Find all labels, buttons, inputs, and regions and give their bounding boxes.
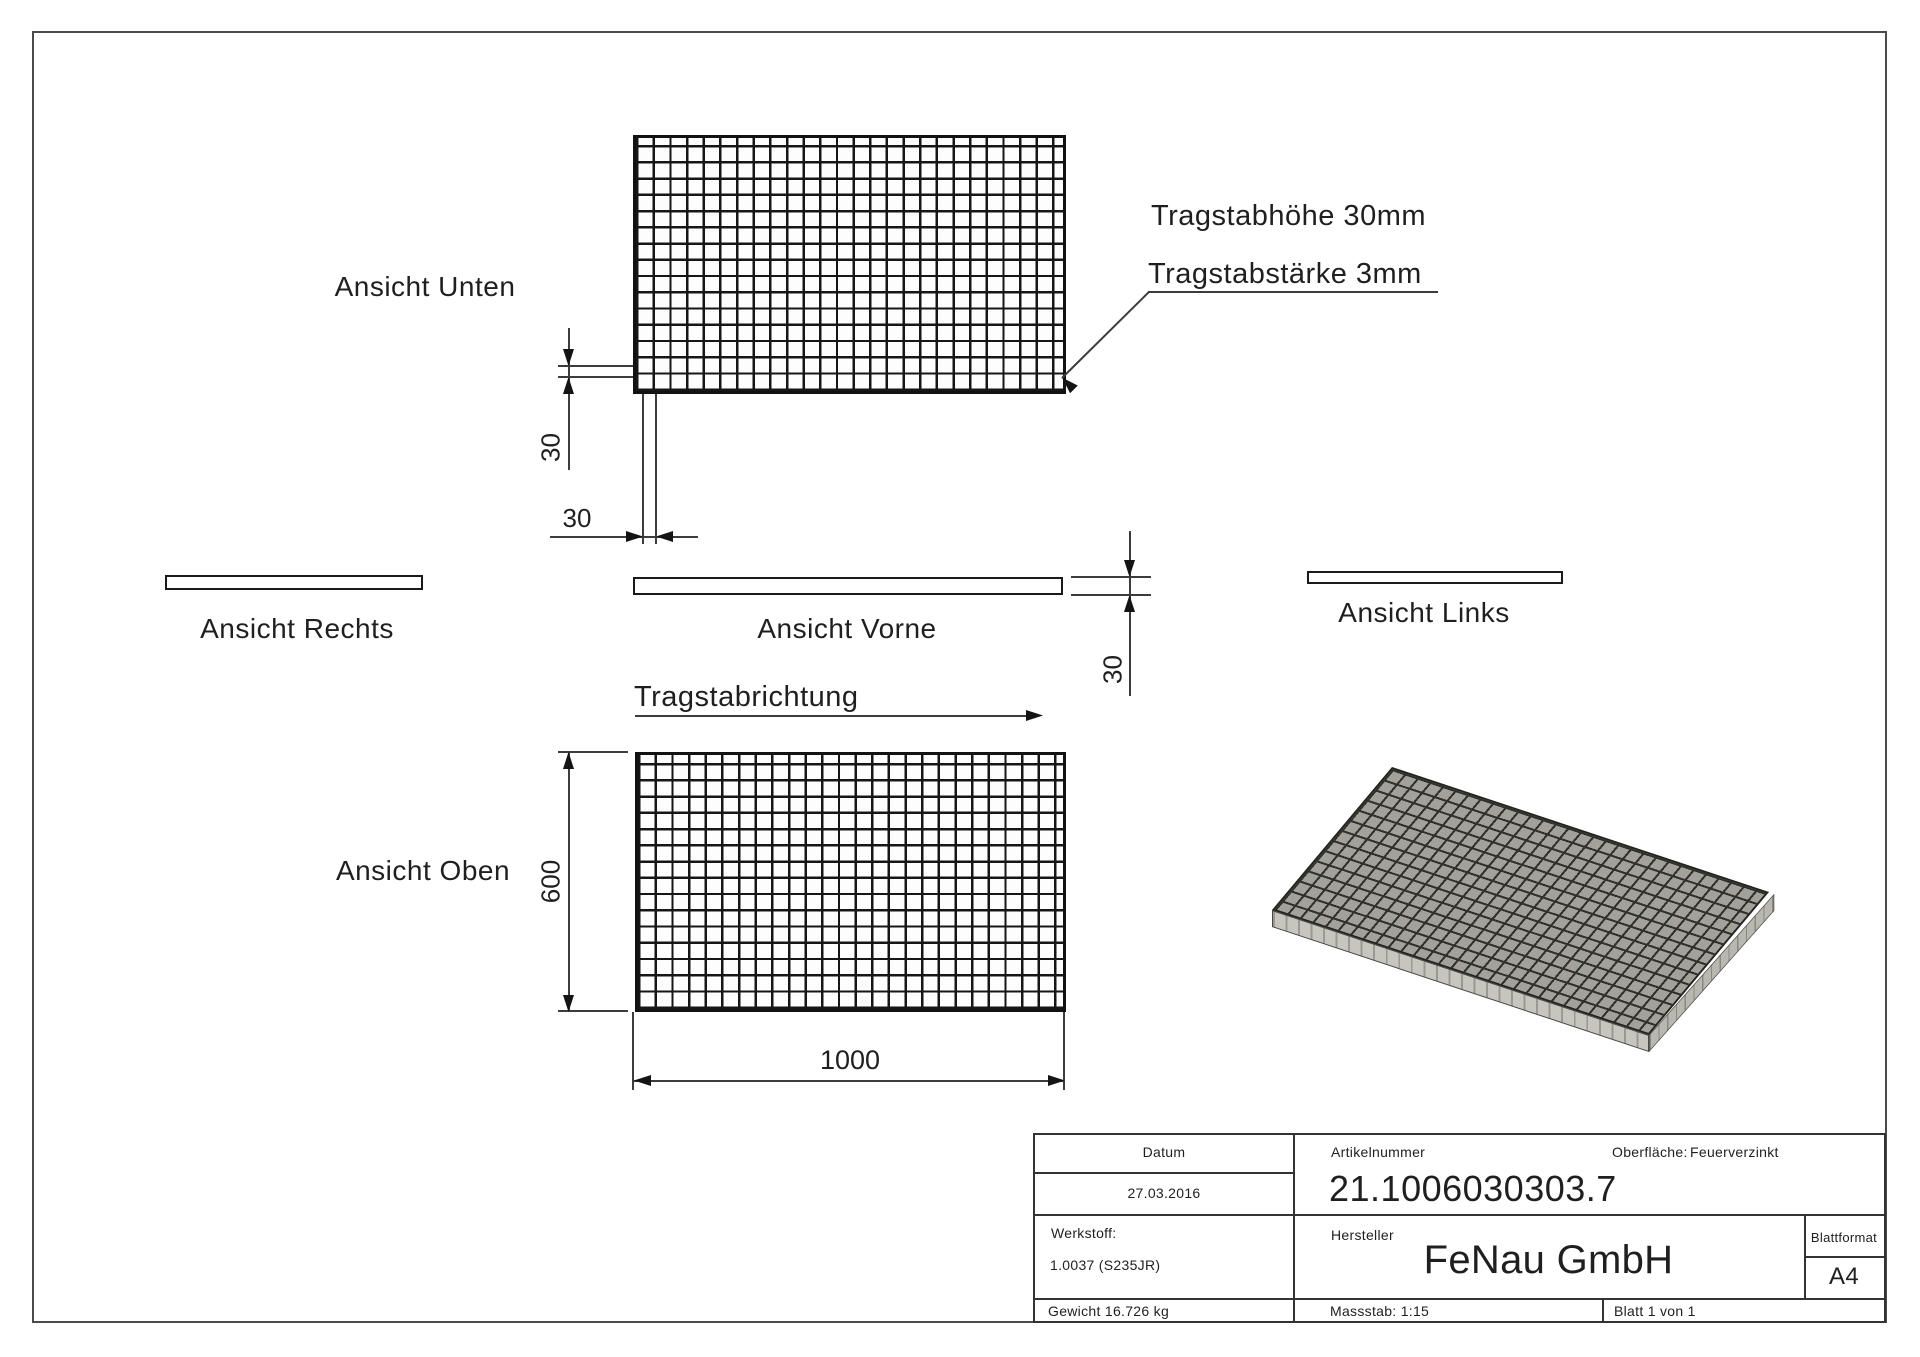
- oberflaeche-value: Feuerverzinkt: [1690, 1144, 1779, 1160]
- blattformat-label: Blattformat: [1810, 1230, 1878, 1245]
- view-label-unten: Ansicht Unten: [334, 271, 516, 302]
- dim-line-width: [568, 752, 570, 1012]
- tblock-divider: [1602, 1298, 1604, 1321]
- dim-bar-height: 30: [1097, 655, 1128, 684]
- hersteller-value: FeNau GmbH: [1423, 1238, 1674, 1282]
- note-tragstabhoehe: Tragstabhöhe 30mm: [1151, 200, 1427, 232]
- ext-line: [1071, 594, 1151, 596]
- ext-line: [655, 394, 657, 544]
- view-label-links: Ansicht Links: [1338, 597, 1510, 628]
- dim-line-length: [633, 1080, 1065, 1082]
- oberflaeche-label: Oberfläche:: [1612, 1144, 1688, 1160]
- ext-line: [642, 394, 644, 544]
- blatt-value: Blatt 1 von 1: [1614, 1303, 1696, 1319]
- side-view-vorne: [633, 577, 1063, 595]
- dim-length-1000: 1000: [819, 1045, 881, 1075]
- datum-value: 27.03.2016: [1127, 1185, 1201, 1201]
- grating-grid-oben: [635, 752, 1066, 1012]
- dim-mesh-pitch-h: 30: [562, 503, 592, 533]
- view-label-oben: Ansicht Oben: [335, 855, 511, 886]
- view-label-vorne: Ansicht Vorne: [757, 613, 937, 644]
- dim-line-mesh-h: [550, 536, 698, 538]
- datum-label: Datum: [1142, 1144, 1186, 1160]
- title-block: [1033, 1133, 1886, 1323]
- leader-underline: [1148, 291, 1438, 293]
- note-tragstabstaerke: Tragstabstärke 3mm: [1148, 258, 1422, 290]
- dim-width-600: 600: [535, 859, 566, 904]
- hersteller-label: Hersteller: [1331, 1227, 1394, 1243]
- dim-line-height: [1129, 531, 1131, 696]
- note-tragstabrichtung: Tragstabrichtung: [634, 681, 859, 713]
- direction-line: [635, 715, 1035, 717]
- tblock-divider: [1035, 1298, 1884, 1300]
- ext-line: [1071, 576, 1151, 578]
- gewicht-value: Gewicht 16.726 kg: [1048, 1303, 1170, 1319]
- tblock-divider: [1293, 1135, 1295, 1321]
- ext-line: [632, 1012, 634, 1090]
- werkstoff-value: 1.0037 (S235JR): [1050, 1257, 1161, 1273]
- tblock-divider: [1804, 1256, 1884, 1258]
- dim-mesh-pitch-v: 30: [535, 433, 566, 462]
- artikelnummer-value: 21.1006030303.7: [1329, 1168, 1617, 1209]
- tblock-divider: [1035, 1214, 1884, 1216]
- grating-grid-unten: [633, 135, 1066, 394]
- side-view-links: [1307, 571, 1563, 584]
- artikelnummer-label: Artikelnummer: [1331, 1144, 1426, 1160]
- side-view-rechts: [165, 575, 423, 590]
- tblock-divider: [1035, 1172, 1293, 1174]
- view-label-rechts: Ansicht Rechts: [200, 613, 394, 644]
- massstab-value: Massstab: 1:15: [1330, 1303, 1430, 1319]
- werkstoff-label: Werkstoff:: [1051, 1225, 1117, 1241]
- blattformat-value: A4: [1829, 1263, 1859, 1290]
- ext-line: [1063, 1012, 1065, 1090]
